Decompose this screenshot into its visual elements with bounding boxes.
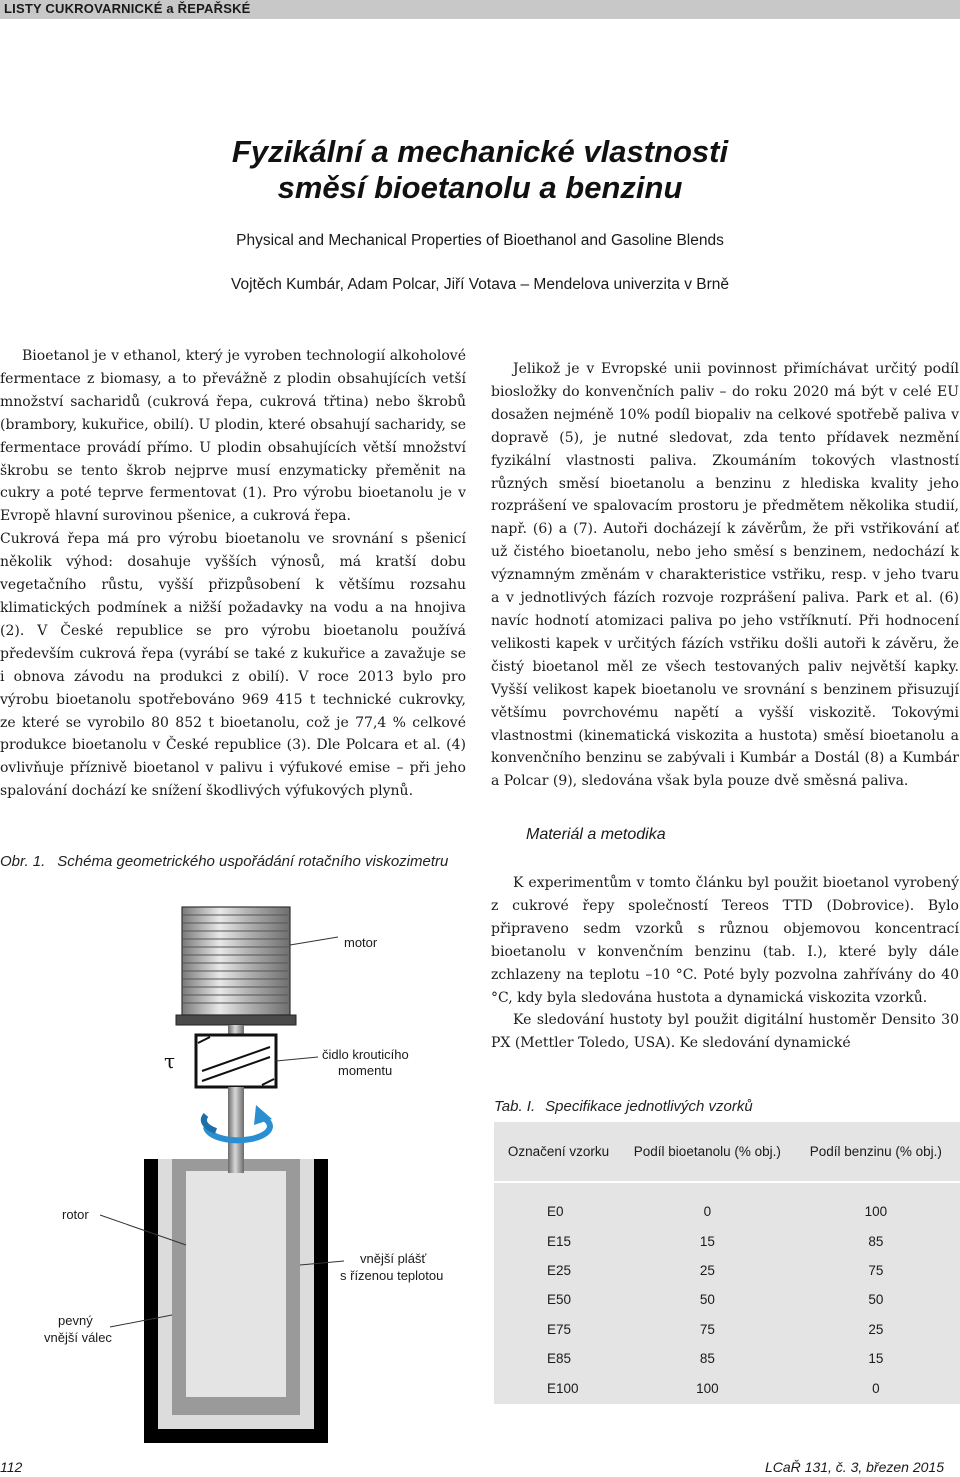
table-row (494, 1315, 960, 1344)
paragraph-intro: Bioetanol je v ethanol, který je vyroben technologií alkoholové fermentace z biomasy, a to převážně z plodin obsahujících vetší množství sacharidů (cukrová řepa, cukrová třtina) nebo škrobů (brambory, kukuřice, obilí). U plodin, které obsahují sacharidy, se fermentace provádí přímo. U plodin obsahujících větší množství škrobu se tento škrob nejprve musí enzymaticky přeměnit na cukry a poté teprve fermentovat (1). Pro výrobu bioetanolu je v Evropě hlavní surovinou pšenice, a cukrová řepa. (0, 348, 466, 525)
article-subtitle: Physical and Mechanical Properties of Bioethanol and Gasoline Blends (236, 232, 724, 249)
table-header-gasoline: Podíl benzinu (% obj.) (792, 1122, 960, 1182)
table-header-sample: Označení vzorku (494, 1122, 623, 1182)
table-cell-gasoline: 85 (868, 1233, 884, 1249)
table-cell-gasoline: 15 (868, 1351, 884, 1367)
table-cell-sample: E15 (547, 1233, 572, 1249)
table-cell-bioethanol: 85 (699, 1351, 715, 1367)
table-cell-bioethanol: 50 (699, 1292, 715, 1308)
table-row (494, 1344, 960, 1373)
table-cell-sample: E25 (547, 1262, 572, 1278)
journal-name: LISTY CUKROVARNICKÉ a ŘEPAŘSKÉ (4, 1, 251, 16)
label-rotor: rotor (62, 1207, 89, 1222)
table-caption (494, 1098, 753, 1115)
table-cell-sample: E50 (547, 1292, 572, 1308)
table-cell-bioethanol: 15 (699, 1233, 715, 1249)
table-row (494, 1373, 960, 1402)
specification-table (494, 1122, 960, 1404)
label-tau: τ (164, 1049, 176, 1073)
table-row (494, 1285, 960, 1314)
page-number: 112 (0, 1459, 23, 1475)
paragraph-eu-regulation: Jelikož je v Evropské unii povinnost přimíchávat určitý podíl biosložky do konvenčních paliv – do roku 2020 má být v celé EU dosažen nejméně 10% podíl biopaliv na celkové spotřebě paliva v dopravě (5), je nutné sledovat, zda tento přídavek nezmění fyzikální vlastnosti paliva. Zkoumáním tokových vlastností různých směsí bioetanolu a benzinu z hlediska kvality jeho rozprášení ve spalovacím prostoru je předmětem několika studií, např. (6) a (7). Autoři docházejí k závěrům, že při vstřikování ať už čistého bioetanolu, nebo jeho směsí s benzinem, nedochází k významným změnám v charakteristice vstřiku, resp. v jeho tvaru a v jednotlivých fázích rozvoje rozprášení paliva. Park et al. (6) navíc hodnotí atomizaci paliva po jeho vstříknutí. Při hodnocení velikosti kapek v určitých fázích vstřiku došli autoři k závěru, že čistý bioetanol měl ze všech testovaných paliv největší kapky. Vyšší velikost kapek bioetanolu ve srovnání s benzinem přisuzují většímu povrchovému napětí a vyšší viskozitě. Tokovými vlastnostmi (kinematická viskozita a hustota) směsí bioetanolu a konvenčního benzinu se zabývali i Kumbár a Dostál (8) a Kumbár a Polcar (9), sledována však byla pouze dvě směsná paliva. (491, 361, 959, 790)
table-caption-text: Specifikace jednotlivých vzorků (545, 1098, 753, 1115)
right-column-text (491, 358, 959, 793)
motor-body (176, 907, 296, 1025)
label-torque-sensor-line-2: momentu (338, 1063, 393, 1078)
table-header-bioethanol: Podíl bioetanolu (% obj.) (623, 1122, 792, 1182)
viscometer-diagram (0, 895, 470, 1455)
table-cell-gasoline: 25 (868, 1321, 884, 1337)
paragraph-density: Ke sledování hustoty byl použit digitální hustoměr Densito 30 PX (Mettler Toledo, USA). Ke sledování dynamické (491, 1012, 959, 1052)
label-outer-cylinder-line-1: pevný (58, 1313, 93, 1328)
table-cell-sample: E85 (547, 1351, 572, 1367)
figure-number: Obr. 1. (0, 853, 46, 870)
figure-caption (0, 850, 470, 873)
label-jacket-line-1: vnější plášť (360, 1251, 427, 1266)
table-cell-gasoline: 100 (864, 1204, 888, 1220)
table-cell-sample: E75 (547, 1321, 572, 1337)
table-cell-gasoline: 50 (868, 1292, 884, 1308)
left-column-text (0, 345, 466, 803)
table-cell-bioethanol: 0 (703, 1204, 712, 1220)
section-heading-materials: Materiál a metodika (526, 826, 666, 843)
paragraph-samples: K experimentům v tomto článku byl použit bioetanol vyrobený z cukrové řepy společností Tereos TTD (Dobrovice). Bylo připraveno sedm vzorků s různou objemovou koncentrací bioetanolu v konvenčním benzinu (tab. I.), které byly dále zchlazeny na teplotu –10 °C. Poté byly pozvolna zahřívány do 40 °C, kdy byla sledována hustota a dynamická viskozita vzorků. (491, 875, 959, 1006)
table-cell-sample: E100 (547, 1380, 579, 1396)
paragraph-sugar-beet: Cukrová řepa má pro výrobu bioetanolu ve srovnání s pšenicí několik výhod: dosahuje vyšších výnosů, má kratší dobu vegetačního růstu, vyšší přizpůsobení k většímu rozsahu klimatických podmínek a nižší požadavky na vodu a na hnojiva (2). V České republice se pro výrobu bioetanolu používá především cukrová řepa (vyrábí se také z kukuřice a zavažuje se i obnova závodu na produkci z obilí). V roce 2013 bylo pro výrobu bioetanolu spotřebováno 969 415 t technické cukrovky, ze které se vyrobilo 80 852 t bioetanolu, což je 77,4 % celkové produkce bioetanolu v České republice (3). Dle Polcara et al. (4) ovlivňuje příznivě bioetanol v palivu i výfukové emise – při jeho spalování dochází ke snížení škodlivých výfukových plynů. (0, 531, 466, 800)
rotor (186, 1171, 286, 1397)
issue-info: LCaŘ 131, č. 3, březen 2015 (764, 1459, 944, 1475)
label-jacket-line-2: s řízenou teplotou (340, 1268, 444, 1283)
article-title-line-2: směsí bioetanolu a benzinu (277, 170, 683, 205)
figure-caption-text: Schéma geometrického uspořádání rotačního viskozimetru (57, 853, 449, 870)
label-motor: motor (344, 935, 378, 950)
table-cell-gasoline: 75 (868, 1262, 884, 1278)
table-row (494, 1226, 960, 1255)
label-outer-cylinder-line-2: vnější válec (44, 1330, 112, 1345)
article-title (0, 134, 960, 206)
label-torque-sensor-line-1: čidlo krouticího (322, 1047, 409, 1062)
table-cell-bioethanol: 100 (696, 1380, 719, 1396)
table-row (494, 1256, 960, 1285)
table-number: Tab. I. (494, 1098, 536, 1115)
table-cell-sample: E0 (547, 1204, 564, 1220)
materials-text (491, 872, 959, 1055)
table-row (494, 1197, 960, 1226)
table-cell-gasoline: 0 (872, 1380, 880, 1396)
article-title-line-1: Fyzikální a mechanické vlastnosti (231, 134, 729, 169)
torque-sensor (196, 1035, 276, 1087)
table-cell-bioethanol: 25 (699, 1262, 715, 1278)
outer-cylinder (144, 1159, 328, 1443)
article-authors: Vojtěch Kumbár, Adam Polcar, Jiří Votava – Mendelova univerzita v Brně (231, 276, 729, 293)
table-cell-bioethanol: 75 (699, 1321, 715, 1337)
